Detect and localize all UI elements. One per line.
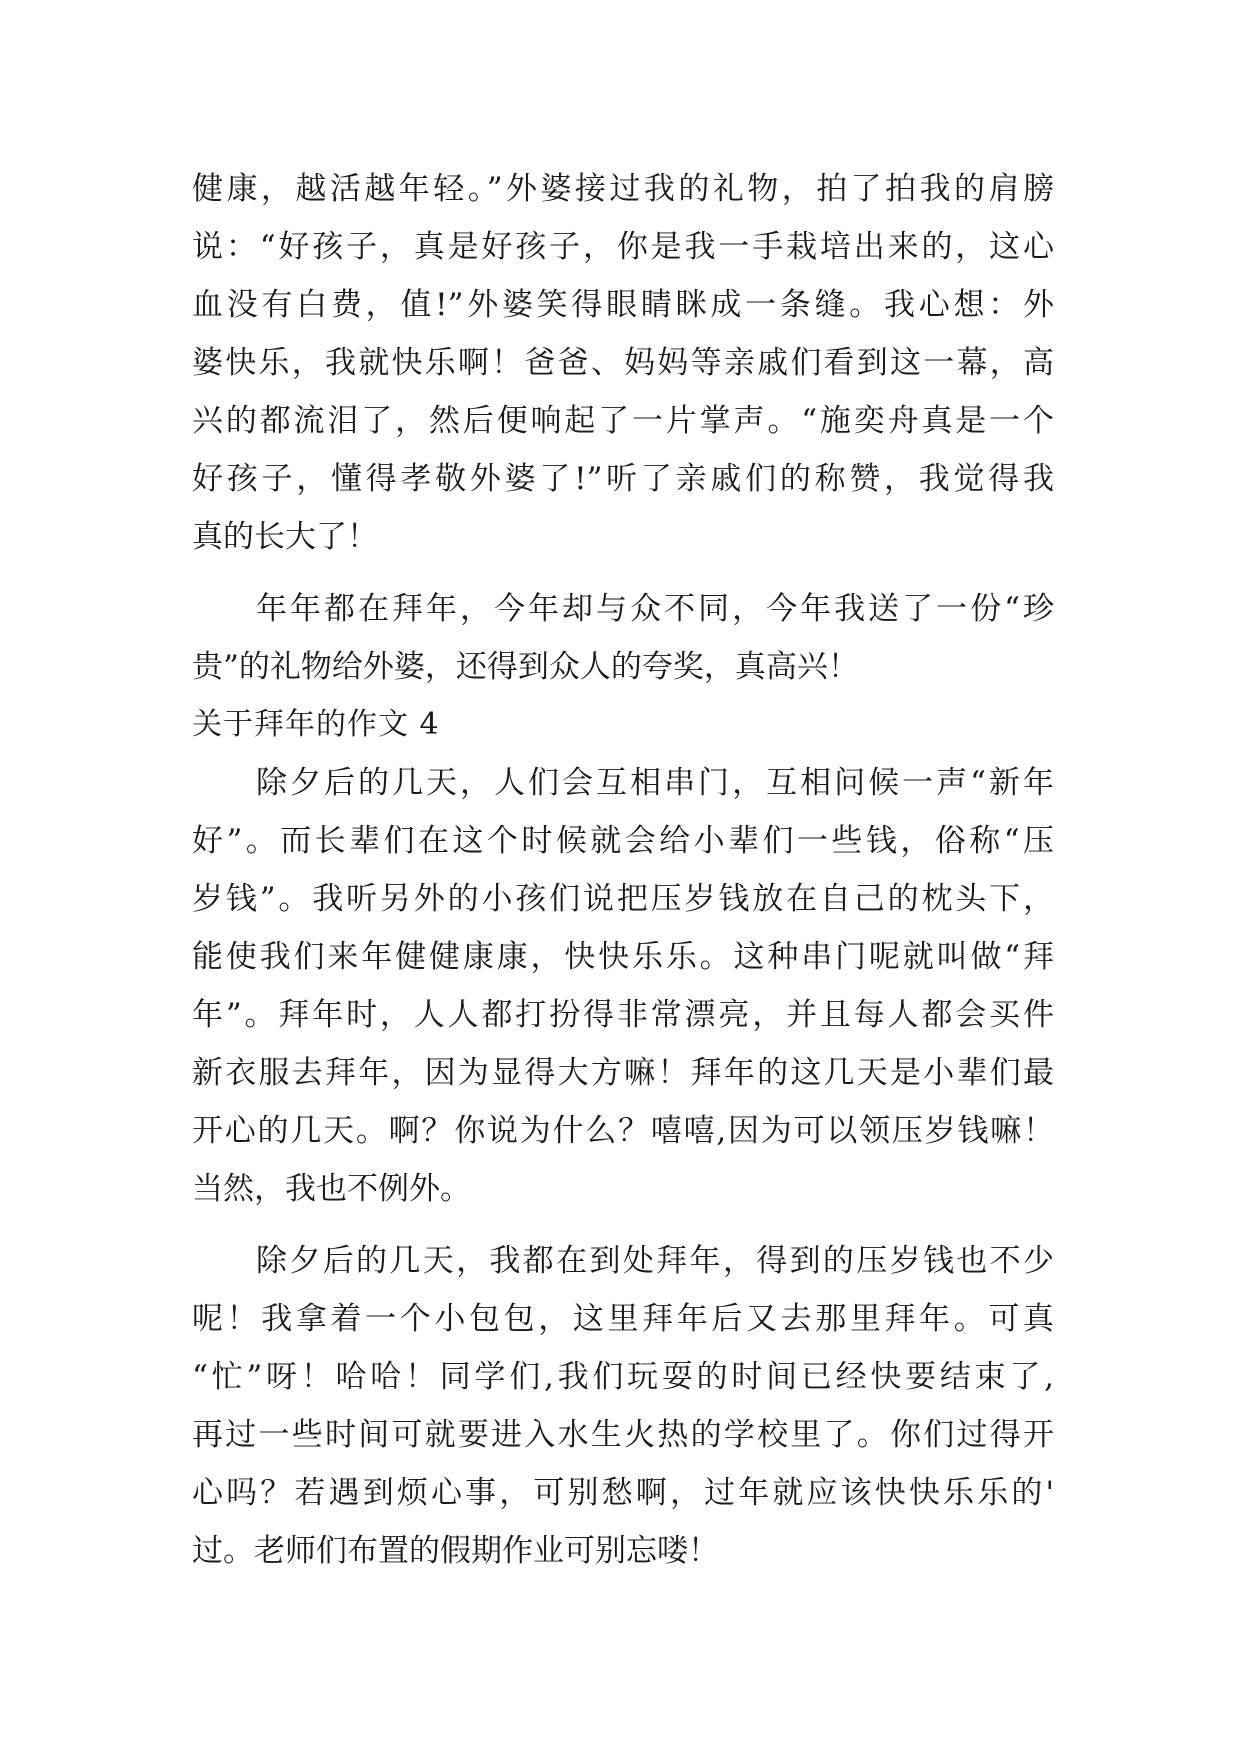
document-page	[192, 160, 1054, 1580]
text-line: 血没有白费，值!”外婆笑得眼睛眯成一条缝。我心想：外	[192, 287, 1054, 323]
text-line: 过。老师们布置的假期作业可别忘喽！	[192, 1533, 719, 1569]
text-line: 呢！我拿着一个小包包，这里拜年后又去那里拜年。可真	[192, 1301, 1054, 1337]
text-line: 兴的都流泪了，然后便响起了一片掌声。“施奕舟真是一个	[192, 403, 1054, 439]
paragraph-4	[192, 1232, 1054, 1580]
text-line: 真的长大了！	[192, 519, 378, 555]
paragraph-3	[192, 754, 1054, 1218]
text-line: 年”。拜年时，人人都打扮得非常漂亮，并且每人都会买件	[192, 997, 1054, 1033]
text-line: 岁钱”。我听另外的小孩们说把压岁钱放在自己的枕头下，	[192, 881, 1054, 917]
text-line: 健康，越活越年轻。”外婆接过我的礼物，拍了拍我的肩膀	[192, 171, 1054, 207]
text-line: 婆快乐，我就快乐啊！爸爸、妈妈等亲戚们看到这一幕，高	[192, 345, 1054, 381]
section-heading: 关于拜年的作文 4	[192, 707, 440, 742]
text-line: 好孩子，懂得孝敬外婆了!”听了亲戚们的称赞，我觉得我	[192, 461, 1054, 497]
text-line: 好”。而长辈们在这个时候就会给小辈们一些钱，俗称“压	[192, 823, 1054, 859]
text-line: 年年都在拜年，今年却与众不同，今年我送了一份“珍	[256, 591, 1054, 627]
text-line: 说：“好孩子，真是好孩子，你是我一手栽培出来的，这心	[192, 229, 1054, 265]
text-line: 再过一些时间可就要进入水生火热的学校里了。你们过得开	[192, 1417, 1054, 1453]
text-line: 除夕后的几天，我都在到处拜年，得到的压岁钱也不少	[256, 1243, 1054, 1279]
text-line: 除夕后的几天，人们会互相串门，互相问候一声“新年	[256, 765, 1054, 801]
text-line: 开心的几天。啊？你说为什么？嘻嘻,因为可以领压岁钱嘛！	[192, 1113, 1054, 1149]
paragraph-2	[192, 580, 1054, 696]
text-line: 心吗？若遇到烦心事，可别愁啊，过年就应该快快乐乐的'	[192, 1475, 1054, 1511]
text-line: 能使我们来年健健康康，快快乐乐。这种串门呢就叫做“拜	[192, 939, 1054, 975]
text-line: “忙”呀！哈哈！同学们,我们玩耍的时间已经快要结束了,	[192, 1359, 1054, 1395]
text-line: 贵”的礼物给外婆，还得到众人的夸奖，真高兴！	[192, 649, 859, 685]
paragraph-1	[192, 160, 1054, 566]
text-line: 当然，我也不例外。	[192, 1171, 471, 1207]
text-line: 新衣服去拜年，因为显得大方嘛！拜年的这几天是小辈们最	[192, 1055, 1054, 1091]
